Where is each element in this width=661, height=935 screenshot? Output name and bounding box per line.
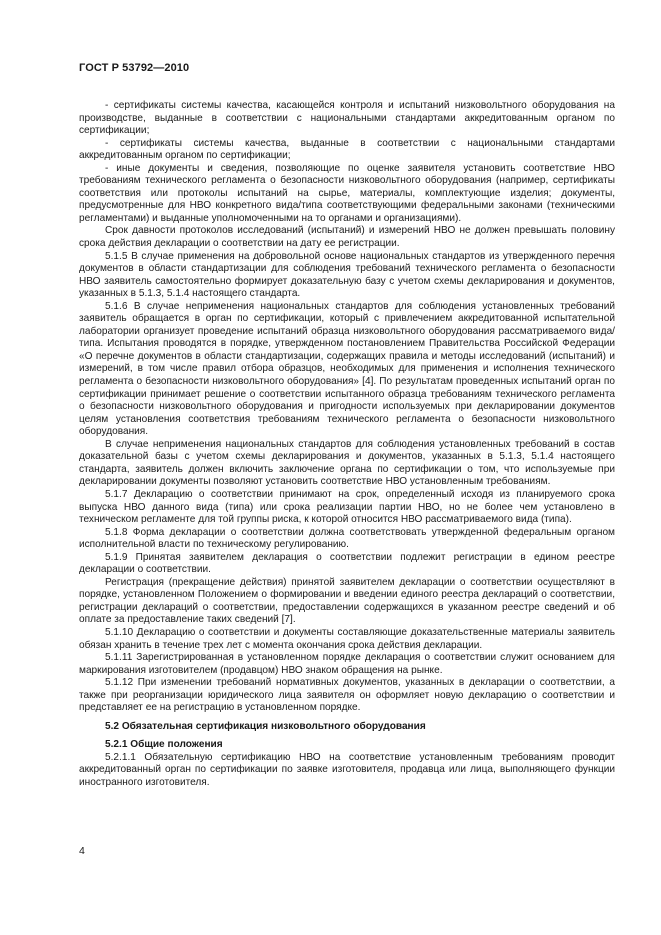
subsection-heading: 5.2.1 Общие положения: [105, 739, 223, 751]
paragraph: 5.1.8 Форма декларации о соответствии должна соответствовать утвержденной федеральным органом исполнительной власти по техническому регулированию.: [79, 526, 615, 551]
paragraph: 5.1.7 Декларацию о соответствии принимают на срок, определенный исходя из планируемого срока выпуска НВО данного вида (типа) или срока реализации партии НВО, но не более чем установлено в техническом регламенте для той группы риска, к которой относится НВО рассматриваемого вида (типа).: [79, 488, 615, 526]
paragraph: 5.1.12 При изменении требований нормативных документов, указанных в декларации о соответствии, а также при реорганизации юридического лица заявителя он оформляет новую декларацию о соответствии и представляет ее на регистрацию в установленном порядке.: [79, 677, 615, 714]
paragraph: - иные документы и сведения, позволяющие по оценке заявителя установить соответствие НВО требованиям технического регламента о безопасности низковольтного оборудования (например, сертификаты соответствия или протоколы испытаний на сырье, материалы, комплектующие изделия; документы, предусмотренные для НВО конкретного вида/типа соответствующими федеральными законами (техническими регламентами) и выданные уполномоченными на то органами и организациями).: [79, 162, 615, 224]
document-header: ГОСТ Р 53792—2010: [79, 62, 190, 74]
section-heading: 5.2 Обязательная сертификация низковольтного оборудования: [105, 720, 426, 732]
paragraph: 5.2.1.1 Обязательную сертификацию НВО на соответствие установленным требованиям проводит аккредитованный орган по сертификации по заявке изготовителя, продавца или лица, выполняющего функции иностранного изготовителя.: [79, 751, 615, 788]
paragraph: В случае неприменения национальных стандартов для соблюдения установленных требований в состав доказательной базы с учетом схемы декларирования и документов, указанных в 5.1.3, 5.1.4 настоящего стандарта, заявитель должен включить заключение органа по сертификации о том, что используемые при декларировании документы позволяют установить соответствие НВО установленным требованиям.: [79, 438, 615, 488]
paragraph: - сертификаты системы качества, касающейся контроля и испытаний низковольтного оборудования на производстве, выданные в соответствии с национальными стандартами аккредитованным органом по сертификации;: [79, 100, 615, 137]
paragraph: 5.1.5 В случае применения на добровольной основе национальных стандартов из утвержденного перечня документов в области стандартизации для соблюдения требований технического регламента о безопасности НВО заявитель самостоятельно формирует доказательную базу с учетом схемы декларирования и документов, указанных в 5.1.3, 5.1.4 настоящего стандарта.: [79, 250, 615, 300]
paragraph: 5.1.10 Декларацию о соответствии и документы составляющие доказательственные материалы заявитель обязан хранить в течение трех лет с момента окончания срока действия декларации.: [79, 626, 615, 651]
paragraph: 5.1.11 Зарегистрированная в установленном порядке декларация о соответствии служит основанием для маркирования изготовителем (продавцом) НВО знаком обращения на рынке.: [79, 652, 615, 676]
paragraph: Срок давности протоколов исследований (испытаний) и измерений НВО не должен превышать половину срока действия декларации о соответствии на дату ее регистрации.: [79, 225, 615, 250]
paragraph: Регистрация (прекращение действия) принятой заявителем декларации о соответствии осуществляют в порядке, установленном Положением о формировании и введении единого реестра деклараций о соответствии, регистрации деклараций о соответствии, предоставлении содержащихся в указанном реестре сведений и об оплате за предоставление таких сведений [7].: [79, 576, 615, 626]
page-number: 4: [79, 845, 85, 857]
paragraph: - сертификаты системы качества, выданные в соответствии с национальными стандартами аккредитованным органом по сертификации;: [79, 137, 615, 162]
document-body: [79, 100, 615, 790]
paragraph: 5.1.6 В случае неприменения национальных стандартов для соблюдения установленных требований заявитель обращается в орган по сертификации, который с привлечением аккредитованной испытательной лаборатории организует проведение испытаний образца низковольтного оборудования рассматриваемого вида/типа. Испытания проводятся в порядке, утвержденном постановлением Правительства Российской Федерации «О перечне документов в области стандартизации, содержащих правила и методы исследований (испытаний) и измерений, в том числе правил отбора образцов, необходимых для применения и исполнения технического регламента о безопасности низковольтного оборудования» [4]. По результатам проведенных испытаний орган по сертификации принимает решение о соответствии испытанного образца требованиям технического регламента о безопасности низковольтного оборудования и пригодности используемых при декларировании документов целям установления соответствия требованиям технического регламента о безопасности низковольтного оборудования.: [79, 300, 615, 438]
paragraph: 5.1.9 Принятая заявителем декларация о соответствии подлежит регистрации в едином реестре декларации о соответствии.: [79, 551, 615, 576]
